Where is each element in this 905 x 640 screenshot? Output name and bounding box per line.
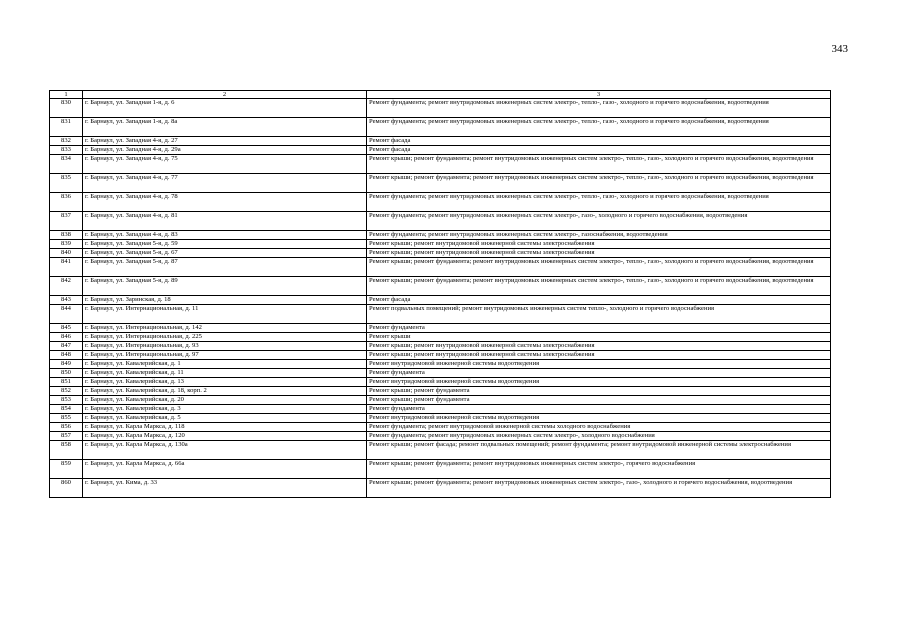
table-row: [50, 387, 831, 396]
row-works: Ремонт крыши; ремонт фундамента: [367, 396, 831, 405]
row-address: г. Барнаул, ул. Интернациональная, д. 142: [83, 324, 367, 333]
row-number: 846: [50, 333, 83, 342]
table-row: [50, 396, 831, 405]
table-row: [50, 432, 831, 441]
row-works: Ремонт фундамента; ремонт внутридомовых инженерных систем электро-, тепло-, газо-, холодного и горячего водоснабжения, водоотведения: [367, 118, 831, 137]
row-number: 839: [50, 240, 83, 249]
row-address: г. Барнаул, ул. Западная 1-я, д. 8а: [83, 118, 367, 137]
row-number: 857: [50, 432, 83, 441]
row-address: г. Барнаул, ул. Кима, д. 33: [83, 479, 367, 498]
row-address: г. Барнаул, ул. Карла Маркса, д. 66а: [83, 460, 367, 479]
table-row: [50, 342, 831, 351]
row-number: 856: [50, 423, 83, 432]
table-row: [50, 240, 831, 249]
table-row: [50, 324, 831, 333]
row-number: 860: [50, 479, 83, 498]
row-works: Ремонт внутридомовой инженерной системы водоотведения: [367, 414, 831, 423]
row-works: Ремонт крыши; ремонт фундамента; ремонт внутридомовых инженерных систем электро-, газо-, холодного и горячего водоснабжения, водоотведения: [367, 479, 831, 498]
row-number: 852: [50, 387, 83, 396]
row-works: Ремонт крыши; ремонт внутридомовой инженерной системы электроснабжения: [367, 249, 831, 258]
row-works: Ремонт фундамента; ремонт внутридомовой инженерной системы холодного водоснабжения: [367, 423, 831, 432]
table-row: [50, 351, 831, 360]
row-address: г. Барнаул, ул. Карла Маркса, д. 118: [83, 423, 367, 432]
repair-register-table: [49, 90, 831, 498]
row-works: Ремонт крыши; ремонт фасада; ремонт подвальных помещений; ремонт фундамента; ремонт внутридомовой инженерной системы электроснабжения: [367, 441, 831, 460]
page-number: 343: [831, 43, 848, 55]
column-header-number: 1: [50, 91, 83, 99]
table-row: [50, 296, 831, 305]
row-works: Ремонт крыши: [367, 333, 831, 342]
row-number: 843: [50, 296, 83, 305]
row-address: г. Барнаул, ул. Западная 1-я, д. 6: [83, 99, 367, 118]
row-works: Ремонт внутридомовой инженерной системы водоотведения: [367, 360, 831, 369]
table-row: [50, 378, 831, 387]
table-row: [50, 333, 831, 342]
row-address: г. Барнаул, ул. Кавалерийская, д. 1: [83, 360, 367, 369]
row-number: 853: [50, 396, 83, 405]
row-works: Ремонт фундамента: [367, 324, 831, 333]
row-works: Ремонт подвальных помещений; ремонт внутридомовых инженерных систем тепло-, холодного и горячего водоснабжения: [367, 305, 831, 324]
row-number: 854: [50, 405, 83, 414]
table-row: [50, 146, 831, 155]
row-works: Ремонт крыши; ремонт фундамента; ремонт внутридомовых инженерных систем электро-, тепло-, газо-, холодного и горячего водоснабжения, водоотведения: [367, 174, 831, 193]
row-number: 835: [50, 174, 83, 193]
row-address: г. Барнаул, ул. Западная 5-я, д. 59: [83, 240, 367, 249]
row-number: 830: [50, 99, 83, 118]
row-works: Ремонт фундамента: [367, 369, 831, 378]
row-address: г. Барнаул, ул. Интернациональная, д. 225: [83, 333, 367, 342]
table-row: [50, 212, 831, 231]
row-works: Ремонт крыши; ремонт внутридомовой инженерной системы электроснабжения: [367, 240, 831, 249]
row-works: Ремонт крыши; ремонт фундамента; ремонт внутридомовых инженерных систем электро-, горячего водоснабжения: [367, 460, 831, 479]
table-row: [50, 231, 831, 240]
row-address: г. Барнаул, ул. Кавалерийская, д. 3: [83, 405, 367, 414]
row-number: 849: [50, 360, 83, 369]
table-row: [50, 405, 831, 414]
row-number: 847: [50, 342, 83, 351]
row-works: Ремонт фундамента; ремонт внутридомовых инженерных систем электро-, холодного водоснабжения: [367, 432, 831, 441]
row-address: г. Барнаул, ул. Западная 4-я, д. 27: [83, 137, 367, 146]
row-address: г. Барнаул, ул. Западная 4-я, д. 77: [83, 174, 367, 193]
table-row: [50, 258, 831, 277]
row-works: Ремонт фасада: [367, 296, 831, 305]
row-works: Ремонт фундамента; ремонт внутридомовых инженерных систем электро-, тепло-, газо-, холодного и горячего водоснабжения, водоотведения: [367, 99, 831, 118]
table-row: [50, 479, 831, 498]
row-works: Ремонт фундамента; ремонт внутридомовых инженерных систем электро-, газо-, холодного и горячего водоснабжения, водоотведения: [367, 212, 831, 231]
table-row: [50, 277, 831, 296]
table-header-row: [50, 91, 831, 99]
table-row: [50, 460, 831, 479]
row-number: 855: [50, 414, 83, 423]
table-row: [50, 99, 831, 118]
row-number: 858: [50, 441, 83, 460]
row-works: Ремонт крыши; ремонт внутридомовой инженерной системы электроснабжения: [367, 342, 831, 351]
row-works: Ремонт крыши; ремонт фундамента: [367, 387, 831, 396]
row-number: 838: [50, 231, 83, 240]
row-number: 842: [50, 277, 83, 296]
row-address: г. Барнаул, ул. Западная 5-я, д. 89: [83, 277, 367, 296]
row-number: 859: [50, 460, 83, 479]
table-row: [50, 423, 831, 432]
column-header-works: 3: [367, 91, 831, 99]
row-address: г. Барнаул, ул. Карла Маркса, д. 120: [83, 432, 367, 441]
row-address: г. Барнаул, ул. Западная 4-я, д. 78: [83, 193, 367, 212]
table-row: [50, 441, 831, 460]
table-row: [50, 360, 831, 369]
row-number: 850: [50, 369, 83, 378]
row-address: г. Барнаул, ул. Интернациональная, д. 11: [83, 305, 367, 324]
row-address: г. Барнаул, ул. Интернациональная, д. 93: [83, 342, 367, 351]
table-row: [50, 174, 831, 193]
row-number: 832: [50, 137, 83, 146]
row-address: г. Барнаул, ул. Карла Маркса, д. 130а: [83, 441, 367, 460]
row-address: г. Барнаул, ул. Заринская, д. 18: [83, 296, 367, 305]
column-header-address: 2: [83, 91, 367, 99]
row-works: Ремонт фундамента; ремонт внутридомовых инженерных систем электро-, газоснабжения, водоотведения: [367, 231, 831, 240]
row-address: г. Барнаул, ул. Интернациональная, д. 97: [83, 351, 367, 360]
table-row: [50, 249, 831, 258]
row-address: г. Барнаул, ул. Кавалерийская, д. 20: [83, 396, 367, 405]
row-number: 831: [50, 118, 83, 137]
row-works: Ремонт фасада: [367, 137, 831, 146]
row-works: Ремонт крыши; ремонт фундамента; ремонт внутридомовых инженерных систем электро-, тепло-, газо-, холодного и горячего водоснабжения, водоотведения: [367, 277, 831, 296]
row-address: г. Барнаул, ул. Кавалерийская, д. 18, корп. 2: [83, 387, 367, 396]
table-body: [50, 91, 831, 498]
row-number: 851: [50, 378, 83, 387]
row-works: Ремонт крыши; ремонт фундамента; ремонт внутридомовых инженерных систем электро-, тепло-, газо-, холодного и горячего водоснабжения, водоотведения: [367, 155, 831, 174]
row-address: г. Барнаул, ул. Западная 4-я, д. 75: [83, 155, 367, 174]
row-number: 844: [50, 305, 83, 324]
row-works: Ремонт внутридомовой инженерной системы водоотведения: [367, 378, 831, 387]
table-row: [50, 369, 831, 378]
table-row: [50, 155, 831, 174]
row-works: Ремонт фундамента: [367, 405, 831, 414]
row-address: г. Барнаул, ул. Кавалерийская, д. 11: [83, 369, 367, 378]
row-number: 848: [50, 351, 83, 360]
row-address: г. Барнаул, ул. Западная 5-я, д. 87: [83, 258, 367, 277]
row-address: г. Барнаул, ул. Западная 5-я, д. 67: [83, 249, 367, 258]
row-number: 834: [50, 155, 83, 174]
row-address: г. Барнаул, ул. Кавалерийская, д. 5: [83, 414, 367, 423]
row-address: г. Барнаул, ул. Кавалерийская, д. 13: [83, 378, 367, 387]
table-row: [50, 137, 831, 146]
row-number: 833: [50, 146, 83, 155]
table-row: [50, 118, 831, 137]
table-row: [50, 193, 831, 212]
row-number: 836: [50, 193, 83, 212]
row-number: 845: [50, 324, 83, 333]
row-works: Ремонт фасада: [367, 146, 831, 155]
row-number: 840: [50, 249, 83, 258]
row-number: 837: [50, 212, 83, 231]
row-address: г. Барнаул, ул. Западная 4-я, д. 83: [83, 231, 367, 240]
row-works: Ремонт крыши; ремонт внутридомовой инженерной системы электроснабжения: [367, 351, 831, 360]
table-row: [50, 414, 831, 423]
table-row: [50, 305, 831, 324]
row-works: Ремонт фундамента; ремонт внутридомовых инженерных систем электро-, тепло-, газо-, холодного и горячего водоснабжения, водоотведения: [367, 193, 831, 212]
row-works: Ремонт крыши; ремонт фундамента; ремонт внутридомовых инженерных систем электро-, тепло-, газо-, холодного и горячего водоснабжения, водоотведения: [367, 258, 831, 277]
row-number: 841: [50, 258, 83, 277]
row-address: г. Барнаул, ул. Западная 4-я, д. 81: [83, 212, 367, 231]
row-address: г. Барнаул, ул. Западная 4-я, д. 29а: [83, 146, 367, 155]
